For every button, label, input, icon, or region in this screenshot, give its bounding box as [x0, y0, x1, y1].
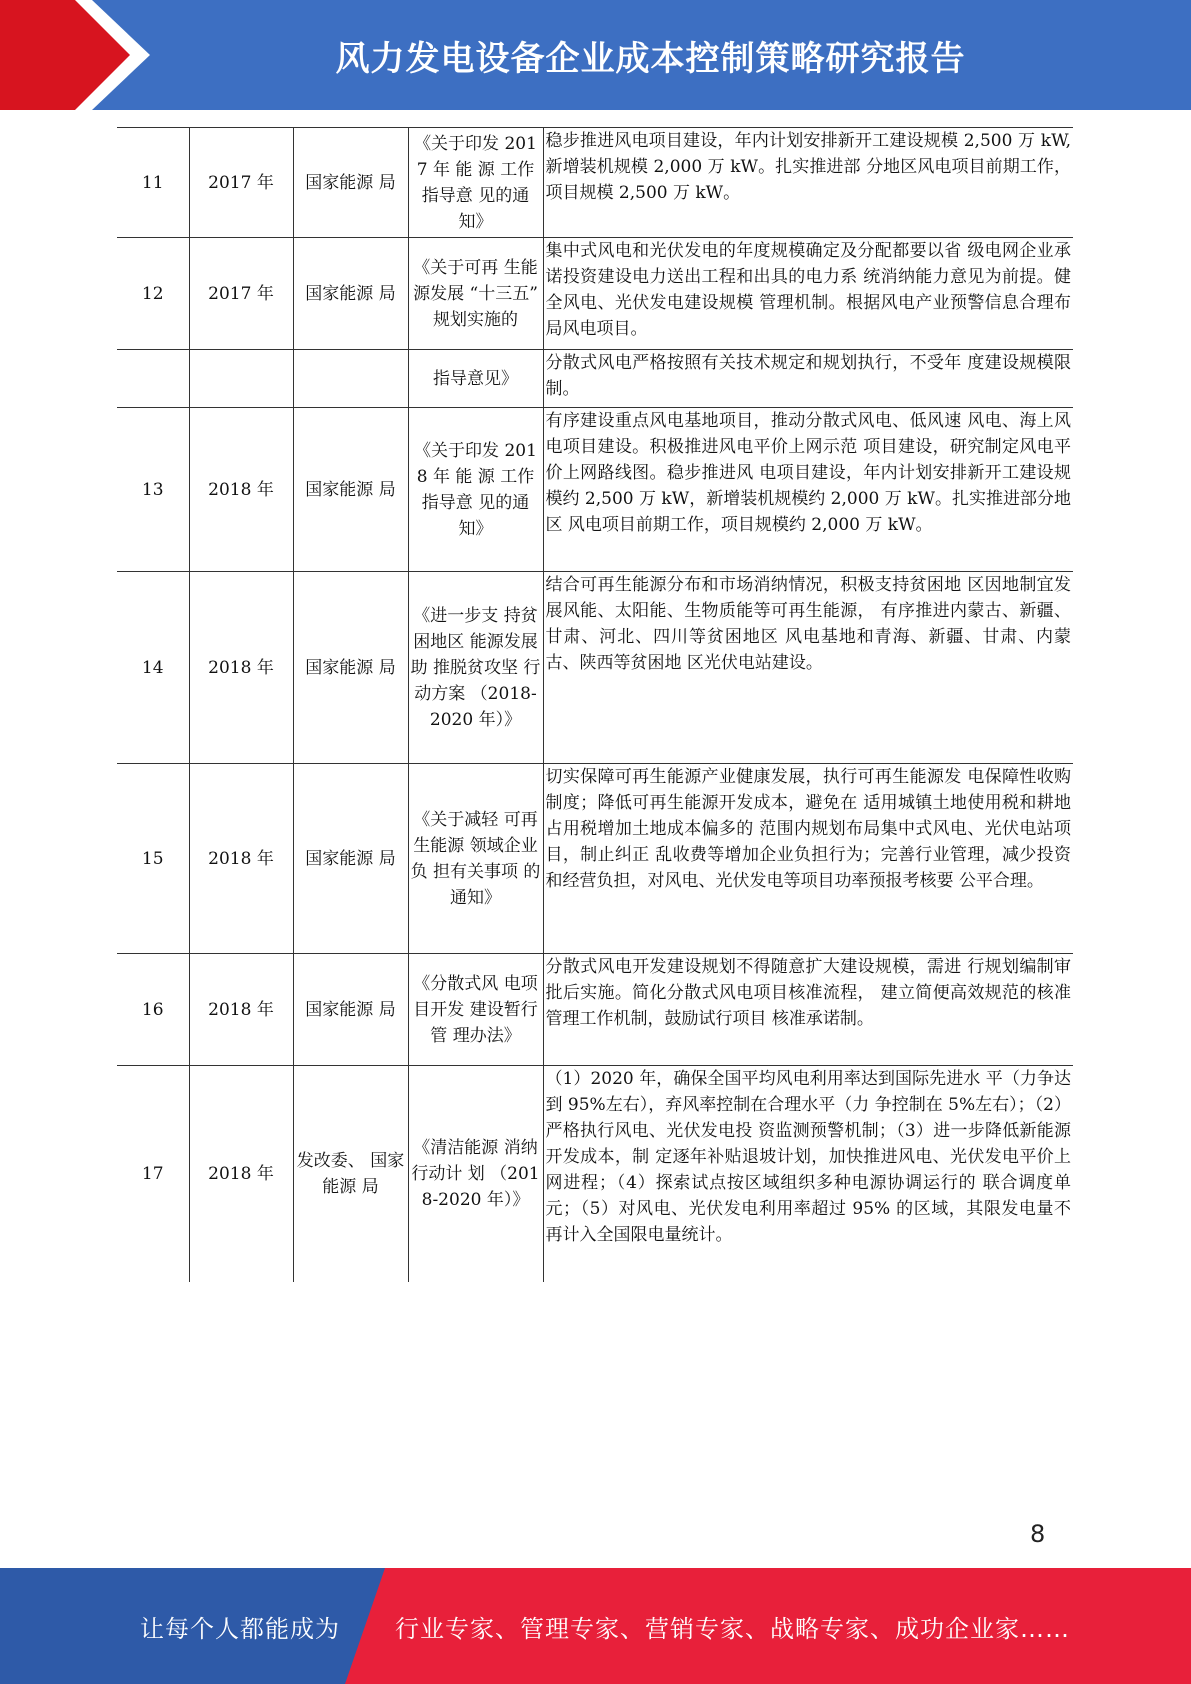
row-content: 分散式风电严格按照有关技术规定和规划执行，不受年 度建设规模限制。 [543, 350, 1073, 408]
row-issuer: 国家能源 局 [293, 128, 408, 238]
row-year: 2018 年 [189, 408, 293, 572]
table-row [117, 764, 1073, 954]
row-year: 2018 年 [189, 1066, 293, 1282]
policy-table-container [117, 127, 1073, 1282]
row-content: 结合可再生能源分布和市场消纳情况，积极支持贫困地 区因地制宜发展风能、太阳能、生物质能等可再生能源， 有序推进内蒙古、新疆、甘肃、河北、四川等贫困地区 风电基地和青海、新疆、甘肃、内蒙古、陕西等贫困地 区光伏电站建设。 [543, 572, 1073, 764]
row-number: 12 [117, 238, 189, 350]
row-document: 《关于可再 生能源发展 “十三五” 规划实施的 [408, 238, 543, 350]
policy-table [117, 127, 1073, 1282]
row-document: 《关于印发 2018 年 能 源 工作指导意 见的通知》 [408, 408, 543, 572]
row-issuer: 国家能源 局 [293, 408, 408, 572]
header-arrow-decoration [0, 0, 160, 110]
row-content: 稳步推进风电项目建设，年内计划安排新开工建设规模 2,500 万 kW, 新增装机规模 2,000 万 kW。扎实推进部 分地区风电项目前期工作，项目规模 2,500 万 kW。 [543, 128, 1073, 238]
table-row [117, 238, 1073, 350]
report-footer [0, 1568, 1191, 1684]
row-content: （1）2020 年，确保全国平均风电利用率达到国际先进水 平（力争达到 95%左右），弃风率控制在合理水平（力 争控制在 5%左右）；（2）严格执行风电、光伏发电投 资监测预警机制；（3）进一步降低新能源开发成本，制 定逐年补贴退坡计划，加快推进风电、光伏发电平价上 网进程；（4）探索试点按区域组织多种电源协调运行的 联合调度单元；（5）对风电、光伏发电利用率超过 95% 的区域，其限发电量不再计入全国限电量统计。 [543, 1066, 1073, 1282]
table-row [117, 954, 1073, 1066]
row-year [189, 350, 293, 408]
report-header [0, 0, 1191, 110]
row-issuer: 国家能源 局 [293, 764, 408, 954]
row-number: 16 [117, 954, 189, 1066]
table-row [117, 408, 1073, 572]
row-document: 《进一步支 持贫困地区 能源发展助 推脱贫攻坚 行动方案 （2018-2020 年）》 [408, 572, 543, 764]
footer-slogan-right: 行业专家、管理专家、营销专家、战略专家、成功企业家…… [395, 1614, 1070, 1643]
row-year: 2018 年 [189, 764, 293, 954]
row-content: 切实保障可再生能源产业健康发展，执行可再生能源发 电保障性收购制度；降低可再生能源开发成本，避免在 适用城镇土地使用税和耕地占用税增加土地成本偏多的 范围内规划布局集中式风电、光伏电站项目，制止纠正 乱收费等增加企业负担行为；完善行业管理，减少投资 和经营负担，对风电、光伏发电等项目功率预报考核要 公平合理。 [543, 764, 1073, 954]
row-document: 《清洁能源 消纳行动计 划 （2018-2020 年）》 [408, 1066, 543, 1282]
row-issuer: 国家能源 局 [293, 954, 408, 1066]
row-number: 14 [117, 572, 189, 764]
row-document: 《关于减轻 可再生能源 领域企业负 担有关事项 的通知》 [408, 764, 543, 954]
row-number: 15 [117, 764, 189, 954]
row-issuer: 国家能源 局 [293, 238, 408, 350]
row-issuer: 国家能源 局 [293, 572, 408, 764]
row-number: 13 [117, 408, 189, 572]
table-row [117, 572, 1073, 764]
row-number: 11 [117, 128, 189, 238]
row-number: 17 [117, 1066, 189, 1282]
row-issuer [293, 350, 408, 408]
page-number: 8 [1030, 1520, 1046, 1548]
row-year: 2018 年 [189, 572, 293, 764]
row-number [117, 350, 189, 408]
row-year: 2017 年 [189, 128, 293, 238]
row-content: 集中式风电和光伏发电的年度规模确定及分配都要以省 级电网企业承诺投资建设电力送出工程和出具的电力系 统消纳能力意见为前提。健全风电、光伏发电建设规模 管理机制。根据风电产业预警信息合理布局风电项目。 [543, 238, 1073, 350]
table-row [117, 128, 1073, 238]
row-year: 2017 年 [189, 238, 293, 350]
row-content: 有序建设重点风电基地项目，推动分散式风电、低风速 风电、海上风电项目建设。积极推进风电平价上网示范 项目建设，研究制定风电平价上网路线图。稳步推进风 电项目建设，年内计划安排新开工建设规模约 2,500 万 kW，新增装机规模约 2,000 万 kW。扎实推进部分地区 风电项目前期工作，项目规模约 2,000 万 kW。 [543, 408, 1073, 572]
footer-slogan-left: 让每个人都能成为 [140, 1614, 340, 1643]
row-issuer: 发改委、 国家能源 局 [293, 1066, 408, 1282]
row-year: 2018 年 [189, 954, 293, 1066]
table-row [117, 350, 1073, 408]
report-title: 风力发电设备企业成本控制策略研究报告 [335, 38, 966, 79]
table-row [117, 1066, 1073, 1282]
row-document: 《关于印发 2017 年 能 源 工作指导意 见的通知》 [408, 128, 543, 238]
row-document: 指导意见》 [408, 350, 543, 408]
row-content: 分散式风电开发建设规划不得随意扩大建设规模，需进 行规划编制审批后实施。简化分散式风电项目核准流程， 建立简便高效规范的核准管理工作机制，鼓励试行项目 核准承诺制。 [543, 954, 1073, 1066]
row-document: 《分散式风 电项目开发 建设暂行管 理办法》 [408, 954, 543, 1066]
